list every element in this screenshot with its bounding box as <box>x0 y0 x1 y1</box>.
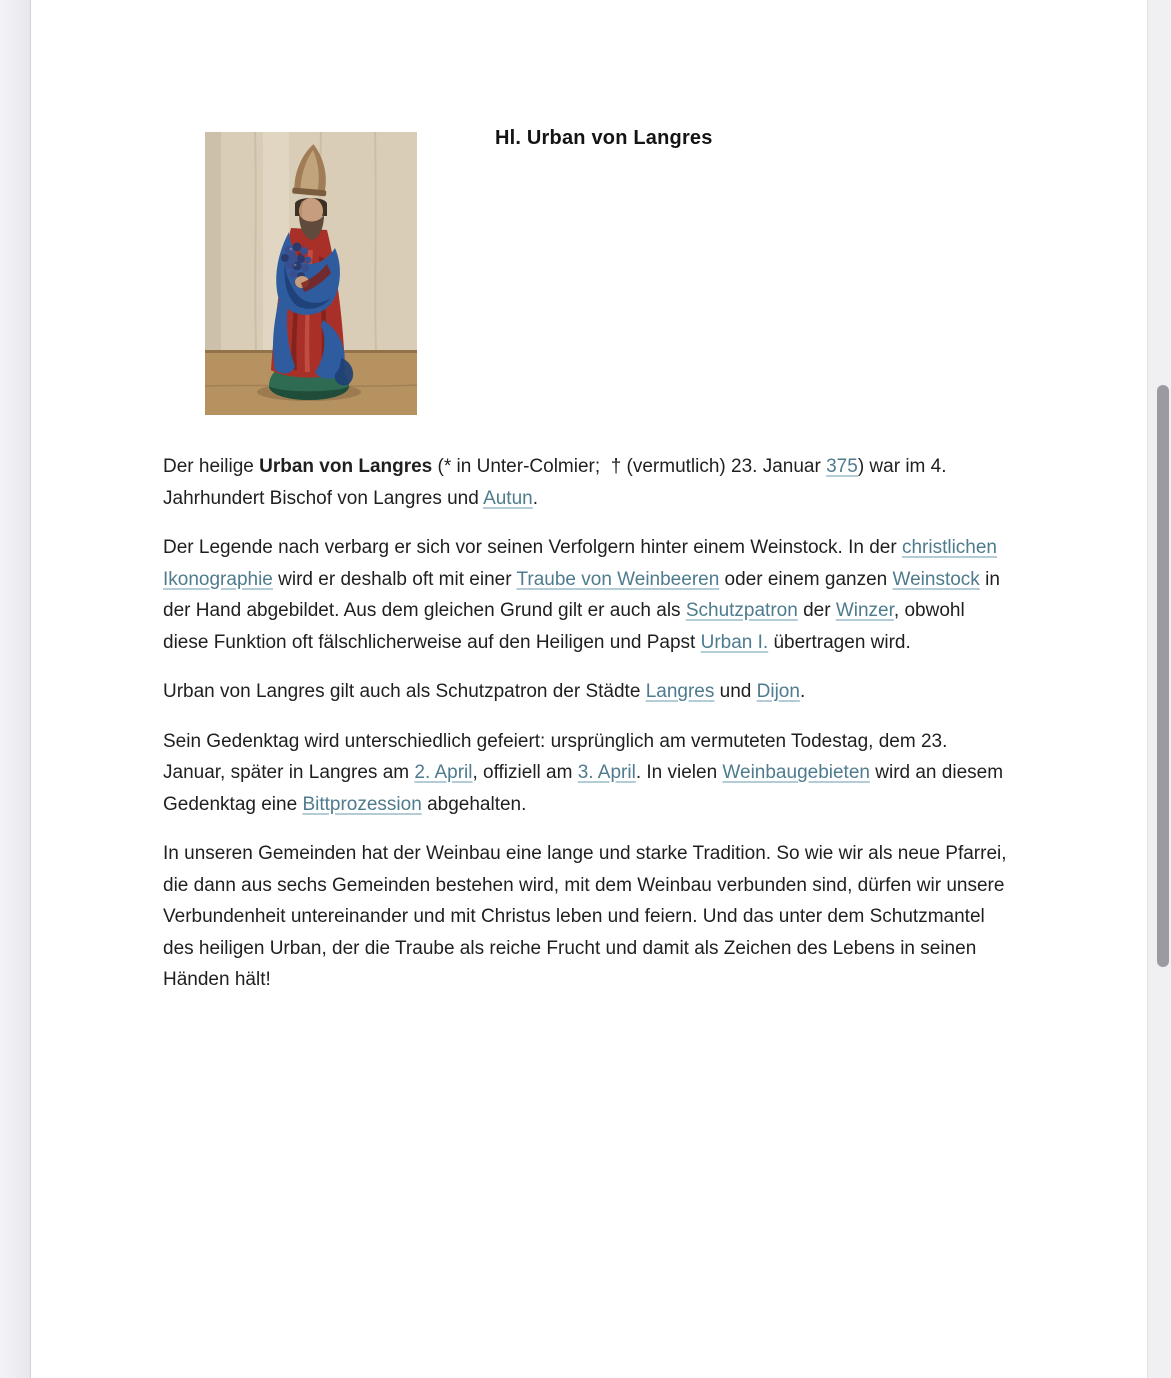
text-run: In unseren Gemeinden hat der Weinbau eine lange und starke Tradition. So wie wir als neue Pfarrei, die dann aus sechs Gemeinden bestehen wird, mit dem Weinbau verbunden sind, dürfen wir unsere Verbundenheit untereinander und mit Christus leben und feiern. Und das unter dem Schutzmantel des heiligen Urban, der die Traube als reiche Frucht und damit als Zeichen des Lebens in seinen Händen hält! <box>163 843 1007 990</box>
paragraph <box>163 838 1012 996</box>
vertical-scrollbar-thumb[interactable] <box>1157 385 1169 967</box>
inline-link[interactable]: 375 <box>826 456 858 477</box>
text-run: Der Legende nach verbarg er sich vor seinen Verfolgern hinter einem Weinstock. In der <box>163 537 902 558</box>
text-run: der <box>797 600 836 621</box>
text-run: . <box>532 487 538 509</box>
text-run: und <box>714 681 757 702</box>
text-run: . In vielen <box>635 762 723 783</box>
paragraph <box>163 451 1012 514</box>
text-run: . <box>799 681 806 702</box>
text-run: oder einem ganzen <box>719 568 893 590</box>
inline-link[interactable]: Weinbaugebieten <box>722 762 870 783</box>
text-run: übertragen wird. <box>768 631 911 653</box>
vertical-scrollbar-track[interactable] <box>1147 0 1171 1378</box>
article-body <box>163 451 1012 1014</box>
inline-link[interactable]: Langres <box>645 681 715 702</box>
inline-link[interactable]: Bittprozession <box>302 793 422 815</box>
inline-link[interactable]: Urban I. <box>700 631 769 653</box>
paragraph <box>163 532 1012 658</box>
text-run: , offiziell am <box>472 762 578 783</box>
inline-link[interactable]: christlichen Ikonographie <box>163 537 997 590</box>
statue-photo <box>205 132 417 415</box>
left-page-margin <box>0 0 31 1378</box>
text-run: (* in Unter-Colmier; † (vermutlich) 23. Januar <box>432 456 827 477</box>
text-run: ) war im 4. Jahrhundert Bischof von Langres und <box>163 456 947 509</box>
text-run: Der heilige <box>163 456 260 477</box>
page <box>31 0 1148 1378</box>
inline-link[interactable]: Winzer <box>835 600 894 621</box>
paragraph <box>163 676 1012 708</box>
inline-link[interactable]: 2. April <box>414 762 473 783</box>
text-run: abgehalten. <box>421 793 527 815</box>
text-run: wird er deshalb oft mit einer <box>272 568 517 590</box>
inline-link[interactable]: Dijon <box>756 681 800 702</box>
text-run: wird an diesem Gedenktag eine <box>163 762 1004 815</box>
bold-text: Urban von Langres <box>259 456 433 477</box>
text-run: Sein Gedenktag wird unterschiedlich gefeiert: ursprünglich am vermuteten Todestag, dem 23. Januar, später in Langres am <box>163 730 948 783</box>
inline-link[interactable]: Weinstock <box>892 568 980 590</box>
statue-illustration <box>205 132 417 415</box>
inline-link[interactable]: Autun <box>483 487 533 509</box>
inline-link[interactable]: Traube von Weinbeeren <box>516 568 720 590</box>
inline-link[interactable]: Schutzpatron <box>685 600 798 621</box>
text-run: Urban von Langres gilt auch als Schutzpatron der Städte <box>163 681 646 702</box>
text-run: , obwohl diese Funktion oft fälschlicherweise auf den Heiligen und Papst <box>163 600 965 653</box>
inline-link[interactable]: 3. April <box>577 762 636 783</box>
text-run: in der Hand abgebildet. Aus dem gleichen Grund gilt er auch als <box>163 568 1000 621</box>
paragraph <box>163 726 1012 821</box>
page-title: Hl. Urban von Langres <box>495 127 713 149</box>
